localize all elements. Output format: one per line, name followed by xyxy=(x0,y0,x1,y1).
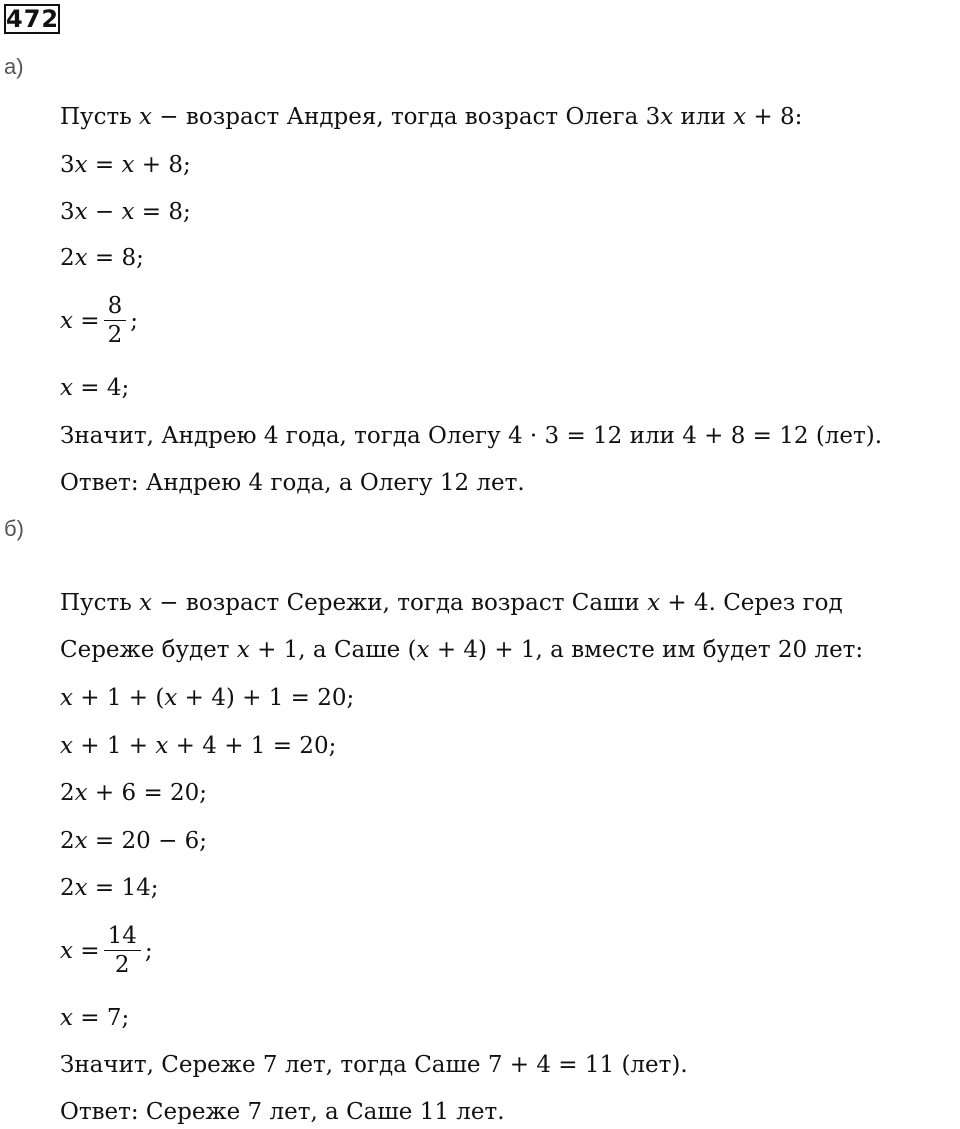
part-b-answer: Ответ: Сереже 7 лет, а Саше 11 лет. xyxy=(60,1099,505,1125)
fraction-lhs: 𝑥 = xyxy=(60,937,100,964)
part-b-fraction-equation xyxy=(60,922,153,979)
fraction-numerator: 8 xyxy=(107,293,123,319)
part-a-line-7: Значит, Андрею 4 года, тогда Олегу 4 · 3 = 12 или 4 + 8 = 12 (лет). xyxy=(60,423,883,449)
part-a-line-4: 2𝑥 = 8; xyxy=(60,245,144,271)
part-a-line-2: 3𝑥 = 𝑥 + 8; xyxy=(60,152,191,178)
part-b-line-9: 𝑥 = 7; xyxy=(60,1005,130,1031)
fraction-rhs: ; xyxy=(144,937,153,964)
part-b-line-2: Сереже будет 𝑥 + 1, а Саше (𝑥 + 4) + 1, а вместе им будет 20 лет: xyxy=(60,637,864,663)
part-a-line-3: 3𝑥 − 𝑥 = 8; xyxy=(60,199,191,225)
part-b-line-3: 𝑥 + 1 + (𝑥 + 4) + 1 = 20; xyxy=(60,685,355,711)
fraction-denominator: 2 xyxy=(114,952,130,978)
part-b-line-4: 𝑥 + 1 + 𝑥 + 4 + 1 = 20; xyxy=(60,733,337,759)
part-a-label: а) xyxy=(4,54,24,79)
part-b-line-10: Значит, Сереже 7 лет, тогда Саше 7 + 4 = 11 (лет). xyxy=(60,1052,688,1078)
fraction-lhs: 𝑥 = xyxy=(60,307,100,334)
part-a-fraction-equation xyxy=(60,292,138,349)
part-a-line-1: Пусть 𝑥 − возраст Андрея, тогда возраст Олега 3𝑥 или 𝑥 + 8: xyxy=(60,104,803,130)
fraction xyxy=(104,292,127,349)
fraction xyxy=(104,922,141,979)
part-b-line-7: 2𝑥 = 14; xyxy=(60,875,159,901)
part-b-line-5: 2𝑥 + 6 = 20; xyxy=(60,780,208,806)
fraction-numerator: 14 xyxy=(107,923,137,949)
fraction-rhs: ; xyxy=(130,307,138,334)
part-b-line-6: 2𝑥 = 20 − 6; xyxy=(60,828,208,854)
fraction-denominator: 2 xyxy=(107,322,123,348)
part-b-label: б) xyxy=(4,516,24,541)
part-b-line-1: Пусть 𝑥 − возраст Сережи, тогда возраст Саши 𝑥 + 4. Серез год xyxy=(60,590,843,616)
problem-number: 472 xyxy=(6,5,60,33)
part-a-line-6: 𝑥 = 4; xyxy=(60,375,130,401)
part-a-answer: Ответ: Андрею 4 года, а Олегу 12 лет. xyxy=(60,470,525,496)
